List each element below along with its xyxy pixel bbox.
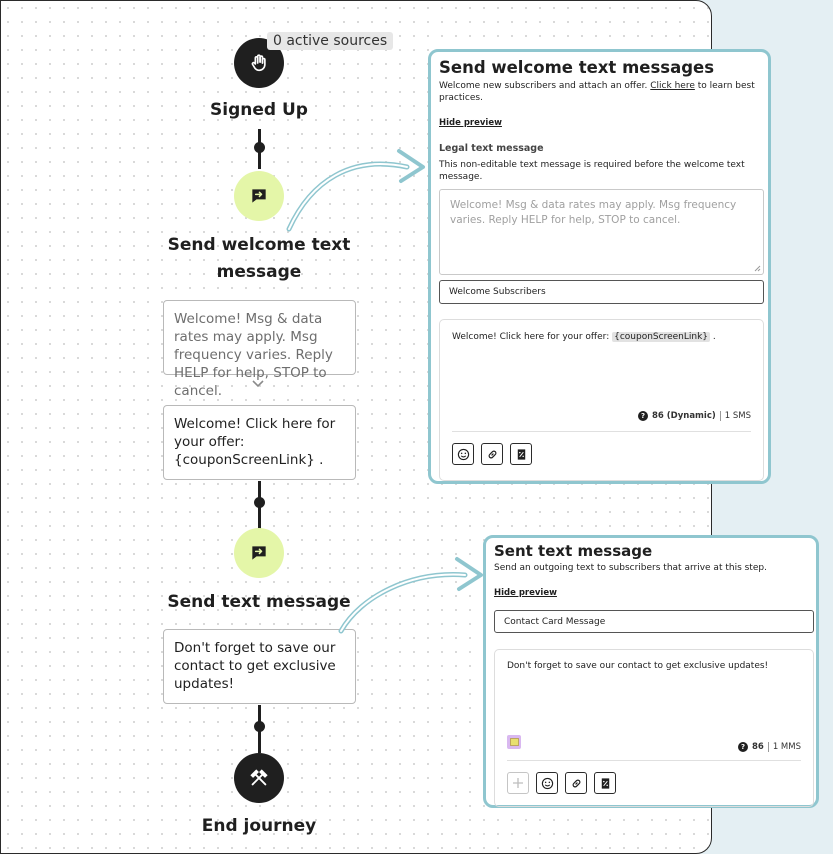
message-name-input[interactable] [439,280,764,304]
welcome-panel-title: Send welcome text messages [439,58,715,77]
sent-panel-description: Send an outgoing text to subscribers that arrive at this step. [494,563,767,573]
char-count: 86 [751,742,764,752]
divider [452,431,751,432]
link-button[interactable] [481,443,503,465]
help-icon[interactable]: ? [738,742,748,752]
sent-char-counter [738,742,801,752]
segment-count: 1 MMS [772,742,801,752]
emoji-button[interactable] [536,772,558,794]
welcome-desc-text-end: to learn best practices. [439,81,755,103]
divider [507,760,801,761]
welcome-toolbar [452,443,532,465]
char-count: 86 (Dynamic) [652,411,716,421]
legal-message-text: Welcome! Msg & data rates may apply. Msg frequency varies. Reply HELP for help, STOP to cancel. [174,311,333,399]
welcome-char-counter [638,411,751,421]
hide-preview-link[interactable]: Hide preview [439,118,502,128]
end-node[interactable] [234,753,284,803]
emoji-button[interactable] [452,443,474,465]
active-sources-badge: 0 active sources [267,32,393,50]
trigger-label: Signed Up [210,100,308,120]
message-name-input[interactable] [494,610,814,633]
end-label: End journey [201,816,317,836]
sent-panel-title: Sent text message [494,542,653,560]
resize-handle-icon[interactable] [754,265,761,272]
divider [768,742,769,752]
sent-compose-box[interactable] [494,649,814,807]
best-practices-link[interactable]: Click here [650,81,695,91]
connector-dot [254,142,265,153]
crossed-tools-icon [248,767,270,789]
welcome-compose-box[interactable] [439,319,764,481]
legal-text-area [439,189,764,275]
sent-toolbar [507,772,616,794]
step-welcome-label-line1: Send welcome text [167,235,351,255]
coupon-button[interactable] [594,772,616,794]
connector-dot [254,497,265,508]
contact-card-attachment[interactable] [507,735,521,749]
welcome-panel-description [439,80,764,104]
link-button[interactable] [565,772,587,794]
step-sent-node[interactable] [234,528,284,578]
welcome-compose-text [452,332,716,342]
divider [720,411,721,421]
coupon-link-tag[interactable]: {couponScreenLink} [614,332,709,342]
legal-text-value: Welcome! Msg & data rates may apply. Msg frequency varies. Reply HELP for help, STOP to cancel. [450,199,737,226]
legal-heading: Legal text message [439,143,544,154]
sent-message-card[interactable] [163,629,356,704]
welcome-message-text: Welcome! Click here for your offer: {couponScreenLink} . [174,416,336,468]
welcome-desc-text: Welcome new subscribers and attach an offer. [439,81,648,91]
message-name-value: Welcome Subscribers [449,287,546,297]
legal-message-card[interactable] [163,300,356,399]
sent-settings-panel [483,535,819,808]
step-sent-label: Send text message [167,592,351,612]
step-welcome-node[interactable] [234,171,284,221]
link-icon [570,777,583,790]
add-media-button[interactable] [507,772,529,794]
callout-arrow-welcome [281,141,431,241]
sent-message-text: Don't forget to save our contact to get exclusive updates! [174,640,336,692]
waving-hand-icon [248,52,270,74]
coupon-icon [599,777,612,790]
plus-icon [512,777,524,789]
welcome-message-card[interactable] [163,405,356,480]
chevron-down-icon[interactable] [251,379,265,389]
sent-compose-text: Don't forget to save our contact to get exclusive updates! [507,661,769,671]
connector-dot [254,721,265,732]
welcome-settings-panel [428,49,771,484]
emoji-icon [541,777,554,790]
coupon-button[interactable] [510,443,532,465]
legal-description: This non-editable text message is required before the welcome text message. [439,160,745,182]
message-name-value: Contact Card Message [504,616,606,627]
message-arrow-icon [249,186,269,206]
step-welcome-label-line2: message [216,262,302,282]
segment-count: 1 SMS [724,411,751,421]
compose-text-suffix: . [712,332,716,342]
contact-card-icon [510,738,519,746]
coupon-icon [515,448,528,461]
compose-text-prefix: Welcome! Click here for your offer: [452,332,610,342]
callout-arrow-sent [331,541,491,641]
emoji-icon [457,448,470,461]
help-icon[interactable]: ? [638,411,648,421]
link-icon [486,448,499,461]
hide-preview-link[interactable]: Hide preview [494,588,557,598]
message-arrow-icon [249,543,269,563]
